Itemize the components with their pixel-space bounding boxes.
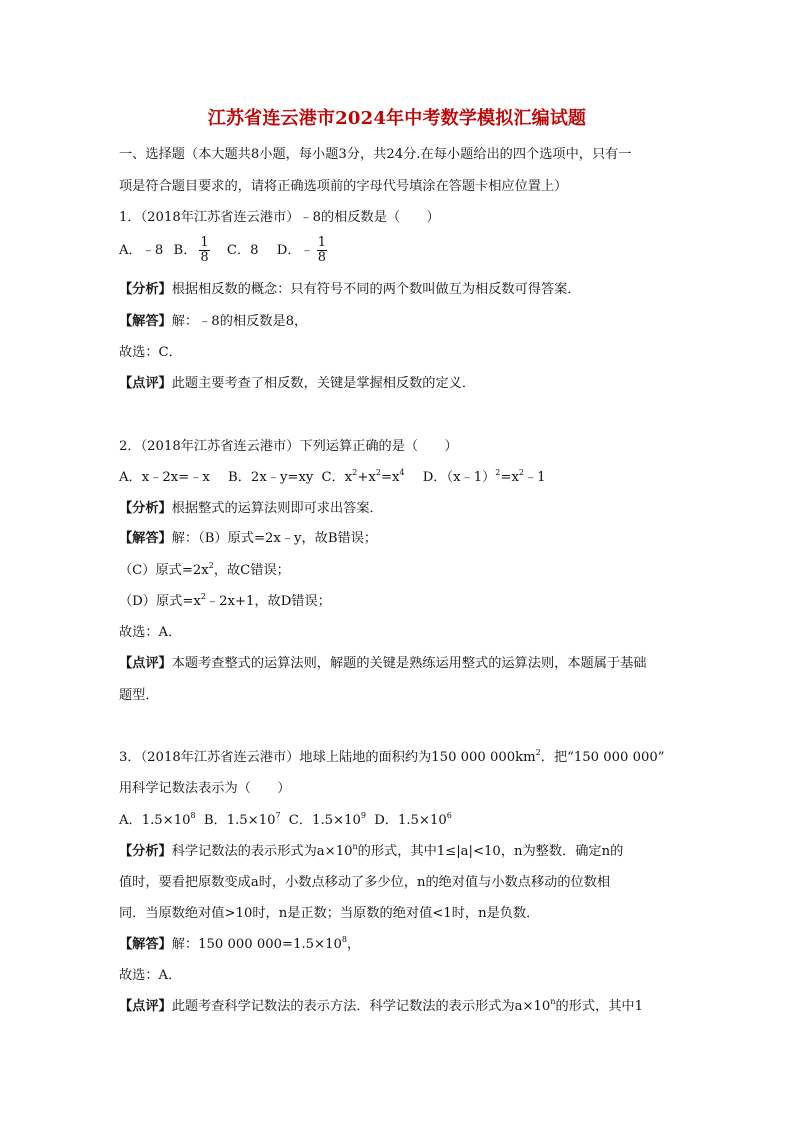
document-title: 江苏省连云港市2024年中考数学模拟汇编试题 [207, 108, 587, 129]
fraction-numerator: 1 [200, 235, 209, 250]
comment-text: 的形式，其中1 [555, 999, 643, 1014]
exponent: 9 [360, 811, 366, 820]
q1-option-d-fraction [317, 236, 327, 265]
q3-stem [119, 749, 665, 767]
q1-answer [119, 313, 307, 331]
q1-options [119, 236, 330, 265]
q2-choice: 故选：A． [119, 625, 182, 640]
expr-part: D．（x﹣1） [422, 470, 496, 485]
comment-text: 本题考查整式的运算法则，解题的关键是熟练运用整式的运算法则，本题属于基础 [171, 656, 647, 671]
q1-option-b-fraction [199, 236, 209, 265]
q3-options [119, 812, 452, 830]
exponent: 2 [518, 468, 524, 477]
expr-part: ﹣1 [523, 470, 546, 485]
expr-part: B．1.5×10 [203, 813, 276, 828]
q2-comment-cont: 题型． [119, 688, 159, 703]
q3-analysis-line-3: 同．当原数绝对值>10时，n是正数；当原数的绝对值<1时，n是负数． [119, 906, 540, 921]
q1-option-d-label: D．﹣ [276, 243, 314, 258]
q3-analysis [119, 843, 623, 861]
comment-tag: 【点评】 [119, 376, 172, 391]
q2-answer-d [119, 593, 331, 611]
answer-tag: 【解答】 [119, 314, 172, 329]
fraction-denominator: 8 [200, 250, 209, 265]
section-intro-line-1: 一、选择题（本大题共8小题，每小题3分，共24分.在每小题给出的四个选项中，只有一 [119, 147, 632, 162]
fraction-denominator: 8 [317, 250, 326, 265]
exponent: 2 [200, 592, 206, 601]
exponent: 7 [275, 811, 281, 820]
q3-option-a [119, 813, 196, 828]
q1-choice: 故选：C． [119, 345, 182, 360]
q3-option-d [374, 813, 452, 828]
answer-tag: 【解答】 [119, 531, 172, 546]
expr-part: +x [357, 470, 376, 485]
q3-choice: 故选：A． [119, 968, 182, 983]
analysis-tag: 【分析】 [119, 501, 172, 516]
q3-answer [119, 936, 360, 954]
exponent: 2 [535, 748, 541, 757]
q3-analysis-line-2: 值时，要看把原数变成a时，小数点移动了多少位，n的绝对值与小数点移动的位数相 [119, 875, 611, 890]
answer-text: 解：（B）原式=2x﹣y，故B错误； [171, 531, 378, 546]
expr-part: D．1.5×10 [374, 813, 447, 828]
expr-part: （C）原式=2x [119, 563, 209, 578]
exponent: 2 [375, 468, 381, 477]
q1-option-a: A．﹣8 [119, 243, 164, 258]
expr-part: A．1.5×10 [119, 813, 191, 828]
analysis-text: 的形式，其中1≤|a|<10，n为整数．确定n的 [357, 844, 624, 859]
exponent: 8 [190, 811, 196, 820]
analysis-text: 根据相反数的概念：只有符号不同的两个数叫做互为相反数可得答案． [171, 282, 581, 297]
q3-comment [119, 998, 643, 1016]
analysis-text: 科学记数法的表示形式为a×10 [171, 844, 353, 859]
comment-text: 此题主要考查了相反数，关键是掌握相反数的定义． [171, 376, 476, 391]
q2-option-c [322, 470, 405, 485]
fraction-numerator: 1 [317, 235, 326, 250]
expr-part: ．把“150 000 000” [540, 750, 665, 765]
comment-tag: 【点评】 [119, 999, 172, 1014]
q3-option-b [204, 813, 281, 828]
q1-stem: 1．（2018年江苏省连云港市）﹣8的相反数是（ ） [119, 210, 440, 225]
q1-option-d [276, 235, 330, 265]
q2-option-b: B．2x﹣y=xy [228, 470, 314, 485]
exponent: n [352, 842, 358, 851]
q3-stem-cont: 用科学记数法表示为（ ） [119, 781, 291, 796]
answer-text: ， [346, 937, 361, 952]
expr-part: =x [500, 470, 519, 485]
q1-option-c: C．8 [226, 243, 259, 258]
exponent: 6 [446, 811, 452, 820]
analysis-text: 根据整式的运算法则即可求出答案． [171, 501, 383, 516]
q2-answer-c [119, 562, 290, 580]
exponent: 2 [495, 468, 501, 477]
comment-tag: 【点评】 [119, 656, 172, 671]
q1-comment [119, 375, 475, 393]
answer-text: 解：﹣8的相反数是8， [171, 314, 308, 329]
q2-analysis [119, 500, 383, 518]
exponent: 8 [341, 935, 347, 944]
q3-option-c [289, 813, 366, 828]
q2-options [119, 469, 546, 487]
expr-part: C．x [321, 470, 353, 485]
answer-tag: 【解答】 [119, 937, 172, 952]
q1-option-b-label: B． [173, 243, 197, 258]
exponent: 2 [208, 561, 214, 570]
q1-analysis [119, 281, 581, 299]
analysis-tag: 【分析】 [119, 844, 172, 859]
q2-option-a: A．x﹣2x=﹣x [119, 470, 210, 485]
expr-part: C．1.5×10 [288, 813, 361, 828]
answer-text: 解：150 000 000=1.5×10 [171, 937, 342, 952]
expr-part: ，故C错误； [213, 563, 290, 578]
exponent: 4 [399, 468, 405, 477]
exponent: n [550, 997, 556, 1006]
expr-part: 3．（2018年江苏省连云港市）地球上陆地的面积约为150 000 000km [119, 750, 536, 765]
q2-comment [119, 655, 647, 673]
section-intro-line-2: 项是符合题目要求的，请将正确选项前的字母代号填涂在答题卡相应位置上） [119, 179, 568, 194]
expr-part: （D）原式=x [119, 594, 201, 609]
q2-answer [119, 530, 377, 548]
expr-part: =x [380, 470, 400, 485]
q1-option-b [173, 235, 217, 265]
analysis-tag: 【分析】 [119, 282, 172, 297]
comment-text: 此题考查科学记数法的表示方法．科学记数法的表示形式为a×10 [171, 999, 551, 1014]
q2-stem: 2．（2018年江苏省连云港市）下列运算正确的是（ ） [119, 439, 458, 454]
q2-option-d [423, 470, 546, 485]
exponent: 2 [352, 468, 358, 477]
expr-part: ﹣2x+1，故D错误； [205, 594, 331, 609]
